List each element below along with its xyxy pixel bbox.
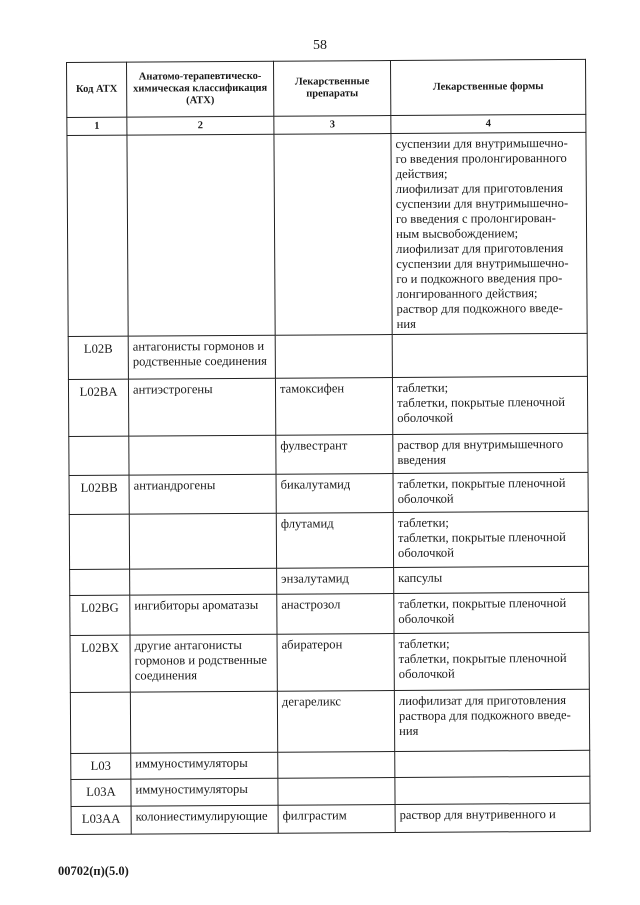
table-row [70,632,589,692]
atc-code-cell [69,514,129,569]
table-row [70,566,589,595]
atc-code-cell [69,436,129,475]
drug-name-cell: флутамид [276,513,393,569]
drug-name-cell: филграстим [278,805,395,834]
dosage-forms-cell [392,376,587,434]
dosage-form-line: го и подкожного введения про- [396,270,563,286]
dosage-form-line: ния [396,316,416,331]
dosage-form-line: раствор для внутривенного и [399,807,556,822]
table-row [71,750,590,779]
column-number: 2 [127,116,274,135]
atc-code-cell: L02BB [69,475,129,514]
dosage-form-line: введения [397,452,446,467]
drug-name-cell: энзалутамид [277,568,394,595]
dosage-forms-cell [393,433,588,473]
dosage-form-line: го введения пролонгированного [395,150,567,166]
table-row [69,472,588,514]
header-atc: Анатомо-терапевтическо-химическая классификация (АТХ) [127,61,274,117]
dosage-form-line: лиофилизат для приготовления [395,180,563,196]
atc-code-cell: L02BG [70,595,130,635]
dosage-form-line: оболочкой [398,611,455,626]
drug-name-cell: тамоксифен [275,378,392,436]
atc-name-cell: другие антагонисты гормонов и родственные соединения [130,634,277,692]
dosage-forms-cell [394,592,589,633]
drug-name-cell [278,778,395,806]
atc-code-cell: L03A [71,779,131,806]
document-footer-code: 00702(п)(5.0) [58,864,129,878]
atc-name-cell: иммуностимуляторы [131,778,278,806]
table-row [68,376,587,436]
dosage-forms-cell [392,333,587,377]
dosage-form-line: раствор для подкожного введе- [396,300,563,316]
atc-name-cell: колониестимулирующие [131,805,278,834]
atc-name-cell: антиэстрогены [128,378,275,436]
column-number: 1 [67,117,127,135]
dosage-forms-cell [393,511,588,567]
table-row [70,689,589,753]
dosage-form-line: оболочкой [397,410,454,425]
dosage-form-line: оболочкой [397,491,454,506]
atc-code-cell: L02B [68,336,128,379]
dosage-forms-cell [395,803,590,832]
table-row [71,776,590,806]
dosage-form-line: действия; [395,166,448,181]
dosage-forms-cell [393,472,588,512]
atc-name-cell [127,134,275,336]
atc-name-cell [130,568,277,595]
table-header-row [67,59,586,117]
dosage-form-line: лонгированного действия; [396,286,538,301]
dosage-form-line: раствор для внутримышечного [397,436,564,452]
column-number: 4 [391,114,586,133]
table-row [69,433,588,475]
page-number: 58 [313,38,327,53]
drug-name-cell: абиратерон [277,634,394,692]
atc-name-cell: антиандрогены [129,474,276,514]
dosage-form-line: таблетки; [397,515,449,530]
drug-name-cell: анастрозол [277,594,394,635]
dosage-forms-cell [395,776,590,804]
dosage-form-line: оболочкой [397,545,455,560]
atc-table [66,59,591,835]
atc-name-cell: антагонисты гормонов и родственные соединения [128,335,275,379]
dosage-form-line: капсулы [398,570,443,585]
atc-code-cell [70,692,130,753]
table-row [69,511,588,569]
dosage-forms-cell [391,132,587,334]
drug-name-cell: фулвестрант [276,435,393,475]
atc-name-cell: ингибиторы ароматазы [130,594,277,635]
dosage-form-line: суспензии для внутримышечно- [396,255,569,271]
dosage-forms-cell [394,689,589,751]
dosage-form-line: таблетки; [396,380,449,395]
dosage-form-line: таблетки; [398,636,450,651]
dosage-form-line: таблетки, покрытые пленочной [397,394,566,410]
drug-name-cell [278,752,395,779]
drug-name-cell [275,335,392,379]
atc-name-cell: иммуностимуляторы [131,752,278,779]
table-row [67,132,587,336]
dosage-form-line: суспензии для внутримышечно- [395,135,568,151]
document-table-wrapper [66,59,591,835]
dosage-form-line: го введения с пролонгирован- [395,211,557,226]
dosage-form-line: таблетки, покрытые пленочной [397,475,566,491]
drug-name-cell: дегареликс [277,691,394,753]
dosage-form-line: лиофилизат для приготовления [396,240,564,256]
table-body [67,132,590,834]
atc-code-cell [67,135,128,336]
dosage-form-line: оболочкой [398,666,455,681]
dosage-form-line: суспензии для внутримышечно- [395,195,569,211]
atc-code-cell [70,569,130,595]
dosage-form-line: лиофилизат для приготовления [398,692,567,708]
column-number: 3 [274,116,391,135]
dosage-form-line: раствора для подкожного введе- [398,707,571,723]
atc-code-cell: L02BX [70,635,130,692]
header-drugs: Лекарственные препараты [273,61,390,117]
header-forms: Лекарственные формы [390,59,585,115]
dosage-forms-cell [395,750,590,777]
atc-name-cell [130,691,277,753]
dosage-forms-cell [394,632,589,690]
header-code: Код АТХ [67,62,127,117]
dosage-form-line: таблетки, покрытые пленочной [398,650,567,666]
drug-name-cell: бикалутамид [276,474,393,514]
drug-name-cell [274,134,392,336]
atc-name-cell [129,435,276,475]
dosage-form-line: таблетки, покрытые пленочной [398,595,567,611]
dosage-form-line: ным высвобождением; [396,226,519,241]
dosage-form-line: ния [399,723,419,738]
table-row [70,592,589,635]
table-row [71,803,590,834]
table-row [68,333,587,379]
atc-code-cell: L03 [71,753,131,779]
atc-code-cell: L02BA [68,379,128,436]
atc-code-cell: L03AA [71,806,131,834]
atc-name-cell [129,513,276,569]
dosage-form-line: таблетки, покрытые пленочной [397,529,566,545]
dosage-forms-cell [394,566,589,593]
